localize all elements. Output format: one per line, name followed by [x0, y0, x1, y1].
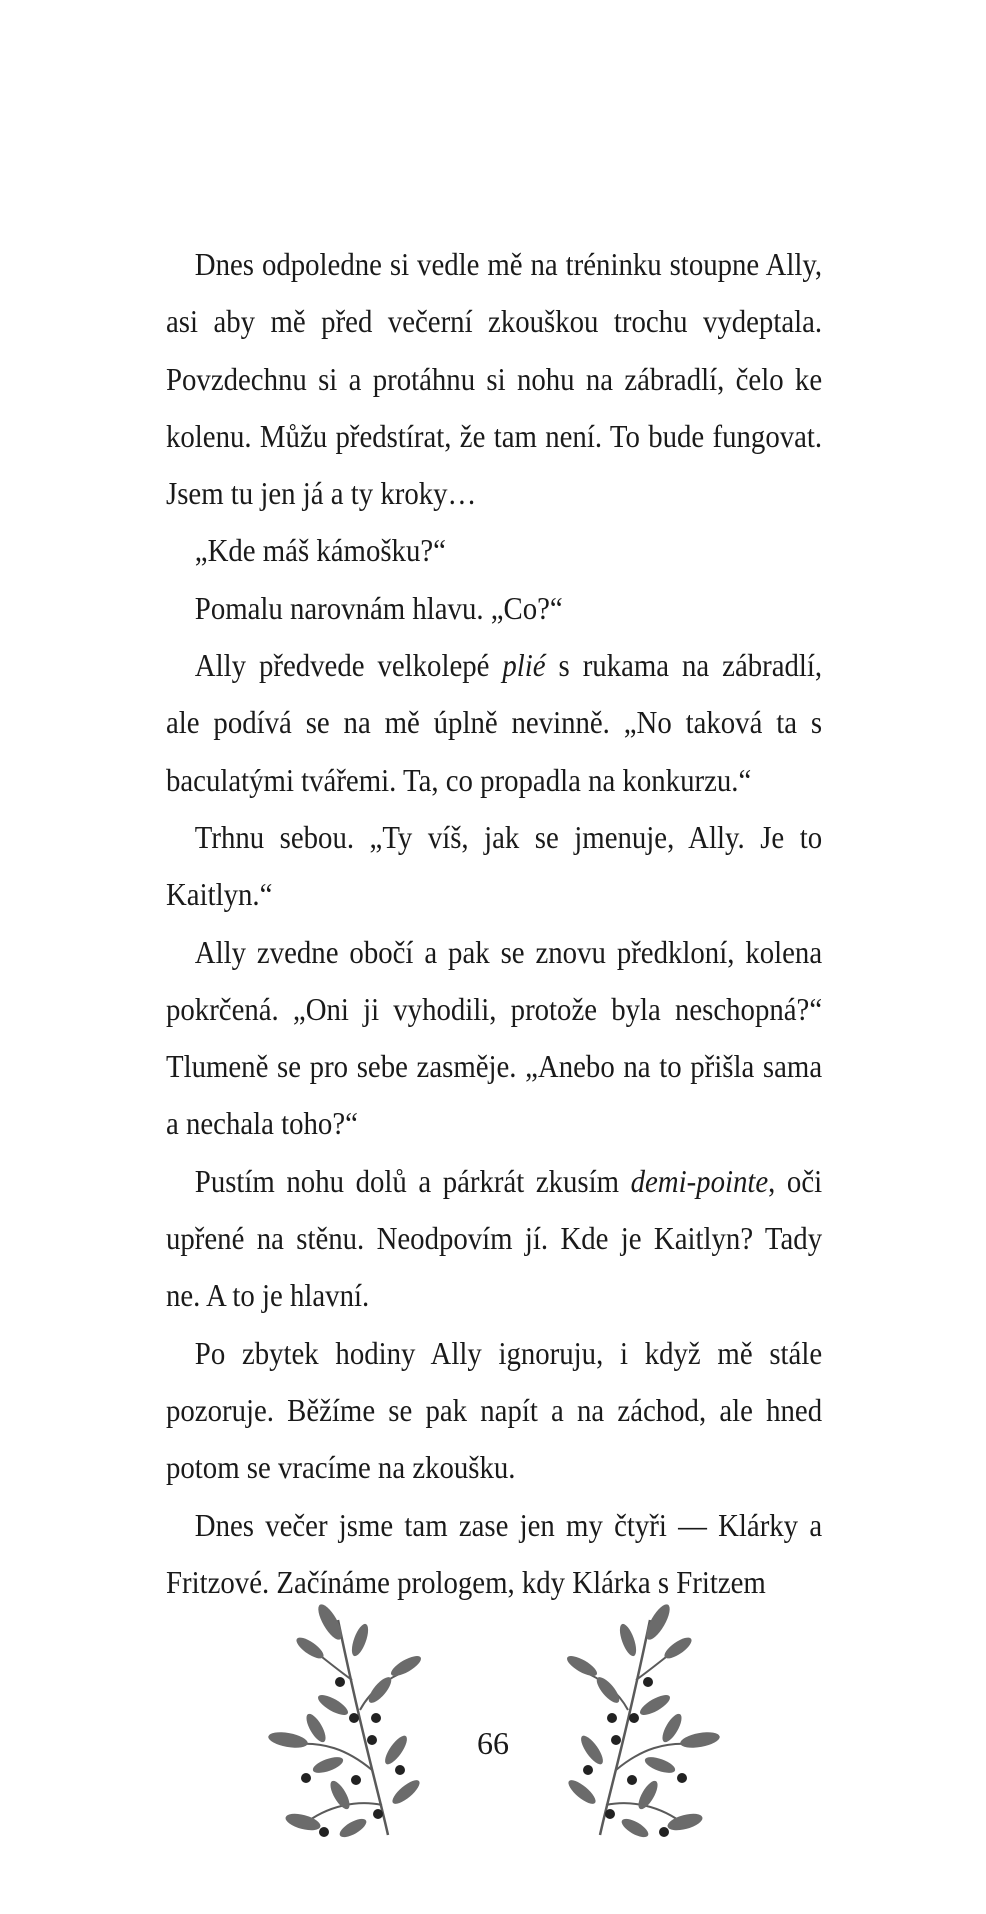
paragraph: [166, 1325, 822, 1497]
paragraph: [166, 236, 822, 522]
text-run: s rukama na zábradlí, ale podívá se na mě úplně nevinně. „No taková ta s baculatými tvářemi. Ta, co propadla na konkurzu.“: [166, 647, 823, 798]
laurel-branch-icon: [268, 1600, 448, 1840]
paragraph: [166, 924, 822, 1153]
paragraph: [166, 1153, 822, 1325]
text-run: Ally předvede velkolepé: [194, 647, 503, 684]
paragraph: [166, 580, 822, 637]
text-run: Dnes odpoledne si vedle mě na tréninku stoupne Ally, asi aby mě před večerní zkouškou trochu vydeptala. Povzdechnu si a protáhnu si nohu na zábradlí, čelo ke kolenu. Můžu předstírat, že tam není. To bude fungovat. Jsem tu jen já a ty kroky…: [166, 246, 823, 512]
text-run: „Kde máš kámošku?“: [194, 532, 446, 569]
paragraph: [166, 637, 822, 809]
laurel-branch-icon: [540, 1600, 720, 1840]
paragraph: [166, 522, 822, 579]
paragraph: [166, 1497, 822, 1612]
text-run: Trhnu sebou. „Ty víš, jak se jmenuje, Ally. Je to Kaitlyn.“: [166, 818, 823, 913]
text-run: Dnes večer jsme tam zase jen my čtyři — Klárky a Fritzové. Začínáme prologem, kdy Klárka s Fritzem: [166, 1506, 823, 1600]
text-run: Ally zvedne obočí a pak se znovu předkloní, kolena pokrčená. „Oni ji vyhodili, protože byla neschopná?“ Tlumeně se pro sebe zasměje. „Anebo na to přišla sama a nechala toho?“: [166, 933, 823, 1142]
text-run: Pomalu narovnám hlavu. „Co?“: [194, 589, 563, 626]
page-number: 66: [477, 1725, 509, 1761]
italic-term: plié: [502, 647, 546, 684]
page-body: [166, 236, 822, 1611]
italic-term: demi-pointe: [630, 1162, 769, 1199]
text-run: Pustím nohu dolů a párkrát zkusím: [194, 1162, 631, 1199]
text-run: Po zbytek hodiny Ally ignoruju, i když mě stále pozoruje. Běžíme se pak napít a na záchod, ale hned potom se vracíme na zkoušku.: [166, 1334, 823, 1486]
text-run: , oči upřené na stěnu. Neodpovím jí. Kde je Kaitlyn? Tady ne. A to je hlavní.: [166, 1162, 823, 1314]
paragraph: [166, 809, 822, 924]
page-footer: [0, 1600, 986, 1860]
